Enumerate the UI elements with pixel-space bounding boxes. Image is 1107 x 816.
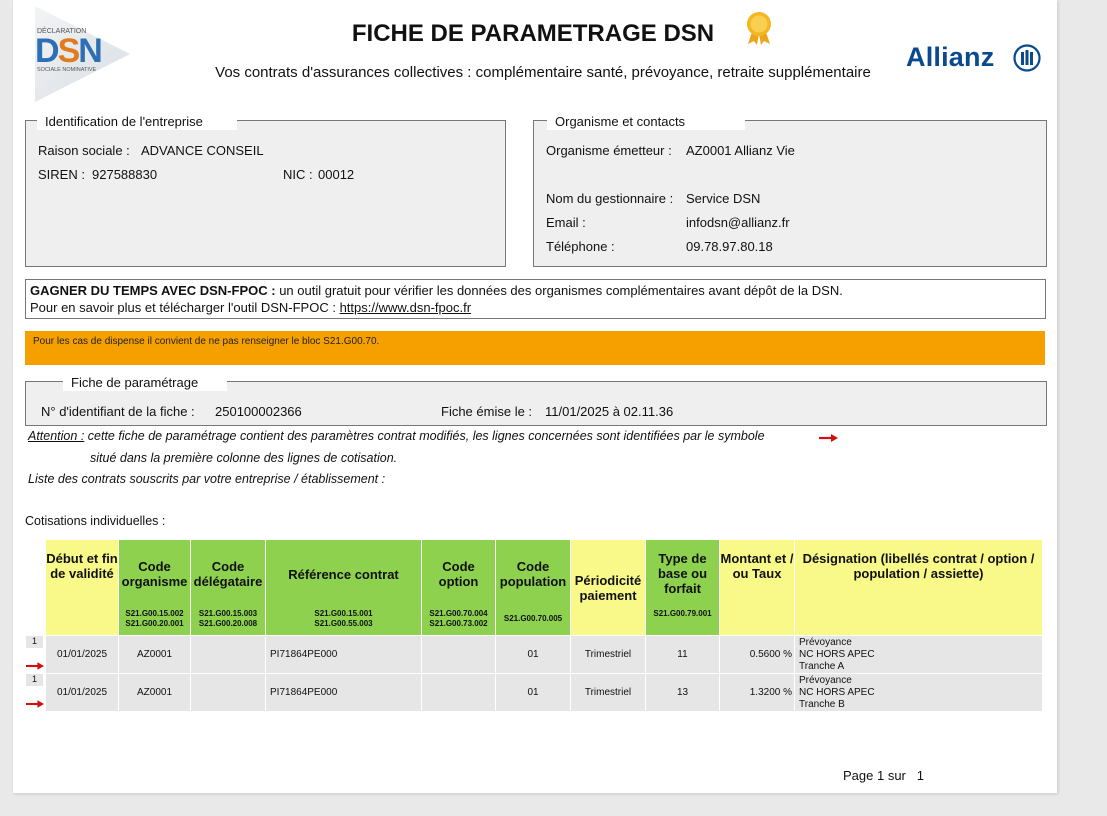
cell-debut: 01/01/2025	[46, 674, 119, 712]
dispense-notice-text: Pour les cas de dispense il convient de ne pas renseigner le bloc S21.G00.70.	[33, 336, 380, 347]
cell-code-option	[422, 674, 496, 712]
header-code-option: Code option S21.G00.70.004 S21.G00.73.002	[422, 540, 496, 636]
header-periodicite: Périodicité paiement	[571, 540, 646, 636]
cell-code-delegataire	[191, 636, 266, 674]
header-code-delegataire: Code délégataire S21.G00.15.003 S21.G00.20.008	[191, 540, 266, 636]
header-code-organisme: Code organisme S21.G00.15.002 S21.G00.20.001	[119, 540, 191, 636]
cell-code-option	[422, 636, 496, 674]
allianz-logo-text: Allianz	[906, 42, 995, 72]
cotisations-table	[25, 539, 1043, 712]
table-row	[26, 674, 1043, 712]
dsn-logo-letters: DSN	[35, 32, 101, 70]
fpoc-link[interactable]: https://www.dsn-fpoc.fr	[339, 300, 472, 315]
header-designation: Désignation (libellés contrat / option / population / assiette)	[795, 540, 1043, 636]
cell-code-population: 01	[496, 674, 571, 712]
cell-reference: PI71864PE000	[266, 674, 422, 712]
cell-montant: 0.5600 %	[720, 636, 795, 674]
cell-code-organisme: AZ0001	[119, 636, 191, 674]
fiche-id-label: N° d'identifiant de la fiche :	[41, 404, 195, 419]
modified-arrow-icon	[819, 433, 839, 443]
cell-periodicite: Trimestriel	[571, 674, 646, 712]
header-reference-contrat: Référence contrat S21.G00.15.001 S21.G00.55.003	[266, 540, 422, 636]
modified-arrow-icon	[26, 661, 45, 671]
telephone-value: 09.78.97.80.18	[686, 239, 773, 254]
dsn-logo-line1: DÉCLARATION	[37, 28, 87, 35]
row-marker	[26, 636, 46, 674]
fpoc-banner	[25, 279, 1046, 319]
company-legend: Identification de l'entreprise	[37, 113, 237, 130]
emetteur-label: Organisme émetteur :	[546, 143, 672, 158]
row-number: 1	[26, 636, 43, 648]
cell-debut: 01/01/2025	[46, 636, 119, 674]
gestionnaire-value: Service DSN	[686, 191, 761, 206]
table-row	[26, 636, 1043, 674]
header-type-base: Type de base ou forfait S21.G00.79.001	[646, 540, 720, 636]
cell-type-base: 13	[646, 674, 720, 712]
email-value: infodsn@allianz.fr	[686, 215, 790, 230]
row-marker	[26, 674, 46, 712]
gestionnaire-label: Nom du gestionnaire :	[546, 191, 674, 206]
fpoc-line1: GAGNER DU TEMPS AVEC DSN-FPOC : un outil gratuit pour vérifier les données des organismes complémentaires avant dépôt de la DSN.	[30, 283, 843, 298]
email-label: Email :	[546, 215, 586, 230]
document-page	[13, 0, 1057, 793]
emetteur-value: AZ0001 Allianz Vie	[686, 143, 795, 158]
dsn-logo	[35, 6, 130, 102]
row-number: 1	[26, 674, 43, 686]
page-title: FICHE DE PARAMETRAGE DSN	[351, 20, 715, 47]
cell-code-population: 01	[496, 636, 571, 674]
cell-reference: PI71864PE000	[266, 636, 422, 674]
header-debut: Début et fin de validité	[46, 540, 119, 636]
fiche-emise-label: Fiche émise le :	[441, 404, 533, 419]
attention-line1: Attention : cette fiche de paramétrage contient des paramètres contrat modifiés, les lignes concernées sont identifiées par le symbole	[28, 429, 765, 443]
page-number: Page 1 sur 1	[843, 768, 924, 783]
cell-type-base: 11	[646, 636, 720, 674]
fpoc-line2: Pour en savoir plus et télécharger l'outil DSN-FPOC : https://www.dsn-fpoc.fr	[30, 300, 472, 315]
header-code-population: Code population S21.G00.70.005	[496, 540, 571, 636]
cell-designation: Prévoyance NC HORS APEC Tranche A	[795, 636, 1043, 674]
siren-value: 927588830	[92, 167, 158, 182]
dispense-notice	[25, 331, 1045, 365]
page-subtitle: Vos contrats d'assurances collectives : complémentaire santé, prévoyance, retraite supplémentaire	[215, 64, 871, 81]
cotisations-title: Cotisations individuelles :	[25, 514, 166, 528]
modified-arrow-icon	[26, 699, 45, 709]
nic-label: NIC :	[283, 167, 313, 182]
header-montant: Montant et / ou Taux	[720, 540, 795, 636]
allianz-eagle-icon	[1013, 44, 1041, 72]
attention-line2: situé dans la première colonne des lignes de cotisation.	[90, 451, 398, 465]
cell-montant: 1.3200 %	[720, 674, 795, 712]
cell-periodicite: Trimestriel	[571, 636, 646, 674]
fiche-id-value: 250100002366	[215, 404, 302, 419]
cell-code-organisme: AZ0001	[119, 674, 191, 712]
raison-value: ADVANCE CONSEIL	[141, 143, 264, 158]
nic-value: 00012	[318, 167, 355, 182]
siren-label: SIREN :	[38, 167, 85, 182]
dsn-logo-line3: SOCIALE NOMINATIVE	[37, 67, 97, 73]
medal-icon	[741, 10, 777, 46]
fiche-legend: Fiche de paramétrage	[63, 374, 227, 391]
contracts-list-intro: Liste des contrats souscrits par votre entreprise / établissement :	[28, 472, 386, 486]
cell-code-delegataire	[191, 674, 266, 712]
organisme-legend: Organisme et contacts	[547, 113, 745, 130]
fiche-emise-value: 11/01/2025 à 02.11.36	[545, 404, 674, 419]
cell-designation: Prévoyance NC HORS APEC Tranche B	[795, 674, 1043, 712]
raison-label: Raison sociale :	[38, 143, 130, 158]
telephone-label: Téléphone :	[546, 239, 615, 254]
header-blank	[26, 540, 46, 636]
